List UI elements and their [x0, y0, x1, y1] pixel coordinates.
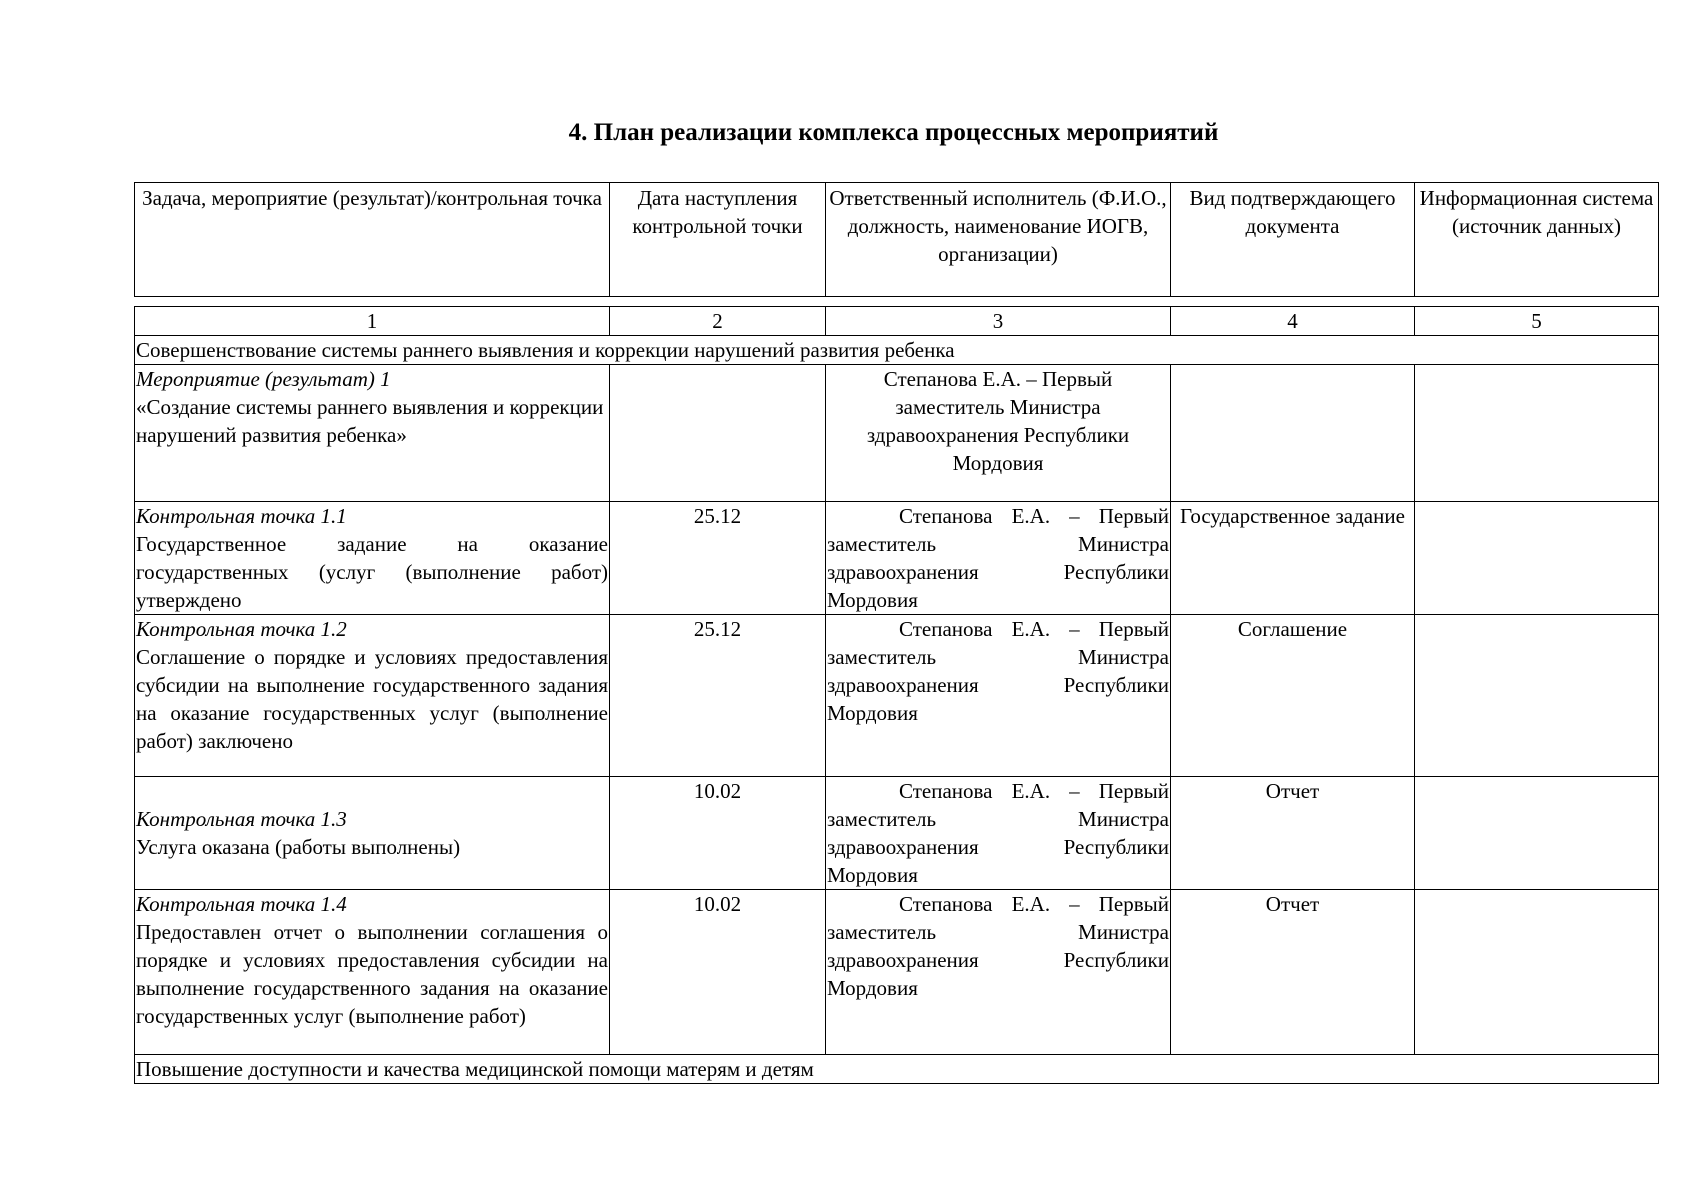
task-cell	[135, 502, 610, 615]
task-cell	[135, 777, 610, 890]
checkpoint-row	[135, 890, 1659, 1055]
column-number: 1	[135, 307, 610, 336]
header-task: Задача, мероприятие (результат)/контрольная точка	[135, 183, 610, 297]
info-system-cell	[1415, 502, 1659, 615]
checkpoint-label: Контрольная точка 1.3	[136, 807, 347, 831]
document-cell	[1171, 365, 1415, 502]
page-title: 4. План реализации комплекса процессных мероприятий	[568, 119, 1219, 146]
column-number: 4	[1171, 307, 1415, 336]
measure-label: Мероприятие (результат) 1	[136, 367, 391, 391]
checkpoint-text: Услуга оказана (работы выполнены)	[136, 835, 461, 859]
checkpoint-label: Контрольная точка 1.1	[136, 504, 347, 528]
document-cell: Отчет	[1171, 777, 1415, 890]
responsible-cell: Степанова Е.А. – Первый заместитель Министра здравоохранения Республики Мордовия	[826, 890, 1171, 1055]
info-system-cell	[1415, 615, 1659, 777]
header-responsible: Ответственный исполнитель (Ф.И.О., должность, наименование ИОГВ, организации)	[826, 183, 1171, 297]
header-document: Вид подтверждающего документа	[1171, 183, 1415, 297]
date-cell: 25.12	[610, 615, 826, 777]
column-number-row	[135, 307, 1659, 336]
checkpoint-row	[135, 502, 1659, 615]
document-cell: Государственное задание	[1171, 502, 1415, 615]
column-number: 3	[826, 307, 1171, 336]
measure-text: «Создание системы раннего выявления и коррекции нарушений развития ребенка»	[136, 395, 604, 447]
checkpoint-text: Соглашение о порядке и условиях предоставления субсидии на выполнение государственного задания на оказание государственных услуг (выполнение работ) заключено	[136, 645, 608, 753]
responsible-cell: Степанова Е.А. – Первый заместитель Министра здравоохранения Республики Мордовия	[826, 502, 1171, 615]
date-cell	[610, 365, 826, 502]
info-system-cell	[1415, 890, 1659, 1055]
checkpoint-text: Предоставлен отчет о выполнении соглашения о порядке и условиях предоставления субсидии на выполнение государственного задания на оказание государственных услуг (выполнение работ)	[136, 920, 608, 1028]
date-cell: 25.12	[610, 502, 826, 615]
checkpoint-label: Контрольная точка 1.4	[136, 892, 347, 916]
task-cell	[135, 890, 610, 1055]
section-row	[135, 336, 1659, 365]
date-cell: 10.02	[610, 890, 826, 1055]
date-cell: 10.02	[610, 777, 826, 890]
header-date: Дата наступления контрольной точки	[610, 183, 826, 297]
column-number: 2	[610, 307, 826, 336]
header-info-system: Информационная система (источник данных)	[1415, 183, 1659, 297]
column-number: 5	[1415, 307, 1659, 336]
info-system-cell	[1415, 365, 1659, 502]
checkpoint-label: Контрольная точка 1.2	[136, 617, 347, 641]
responsible-cell: Степанова Е.А. – Первый заместитель Министра здравоохранения Республики Мордовия	[826, 777, 1171, 890]
responsible-cell: Степанова Е.А. – Первый заместитель Министра здравоохранения Республики Мордовия	[826, 365, 1171, 502]
plan-table	[134, 306, 1659, 1084]
checkpoint-row	[135, 777, 1659, 890]
task-cell	[135, 615, 610, 777]
checkpoint-text: Государственное задание на оказание государственных (услуг (выполнение работ) утверждено	[136, 532, 608, 612]
checkpoint-row	[135, 615, 1659, 777]
measure-row	[135, 365, 1659, 502]
document-cell: Соглашение	[1171, 615, 1415, 777]
section-heading: Совершенствование системы раннего выявления и коррекции нарушений развития ребенка	[135, 336, 1659, 365]
table-header	[134, 182, 1659, 297]
section-row	[135, 1055, 1659, 1084]
document-cell: Отчет	[1171, 890, 1415, 1055]
info-system-cell	[1415, 777, 1659, 890]
task-cell	[135, 365, 610, 502]
responsible-cell: Степанова Е.А. – Первый заместитель Министра здравоохранения Республики Мордовия	[826, 615, 1171, 777]
section-heading: Повышение доступности и качества медицинской помощи матерям и детям	[135, 1055, 1659, 1084]
